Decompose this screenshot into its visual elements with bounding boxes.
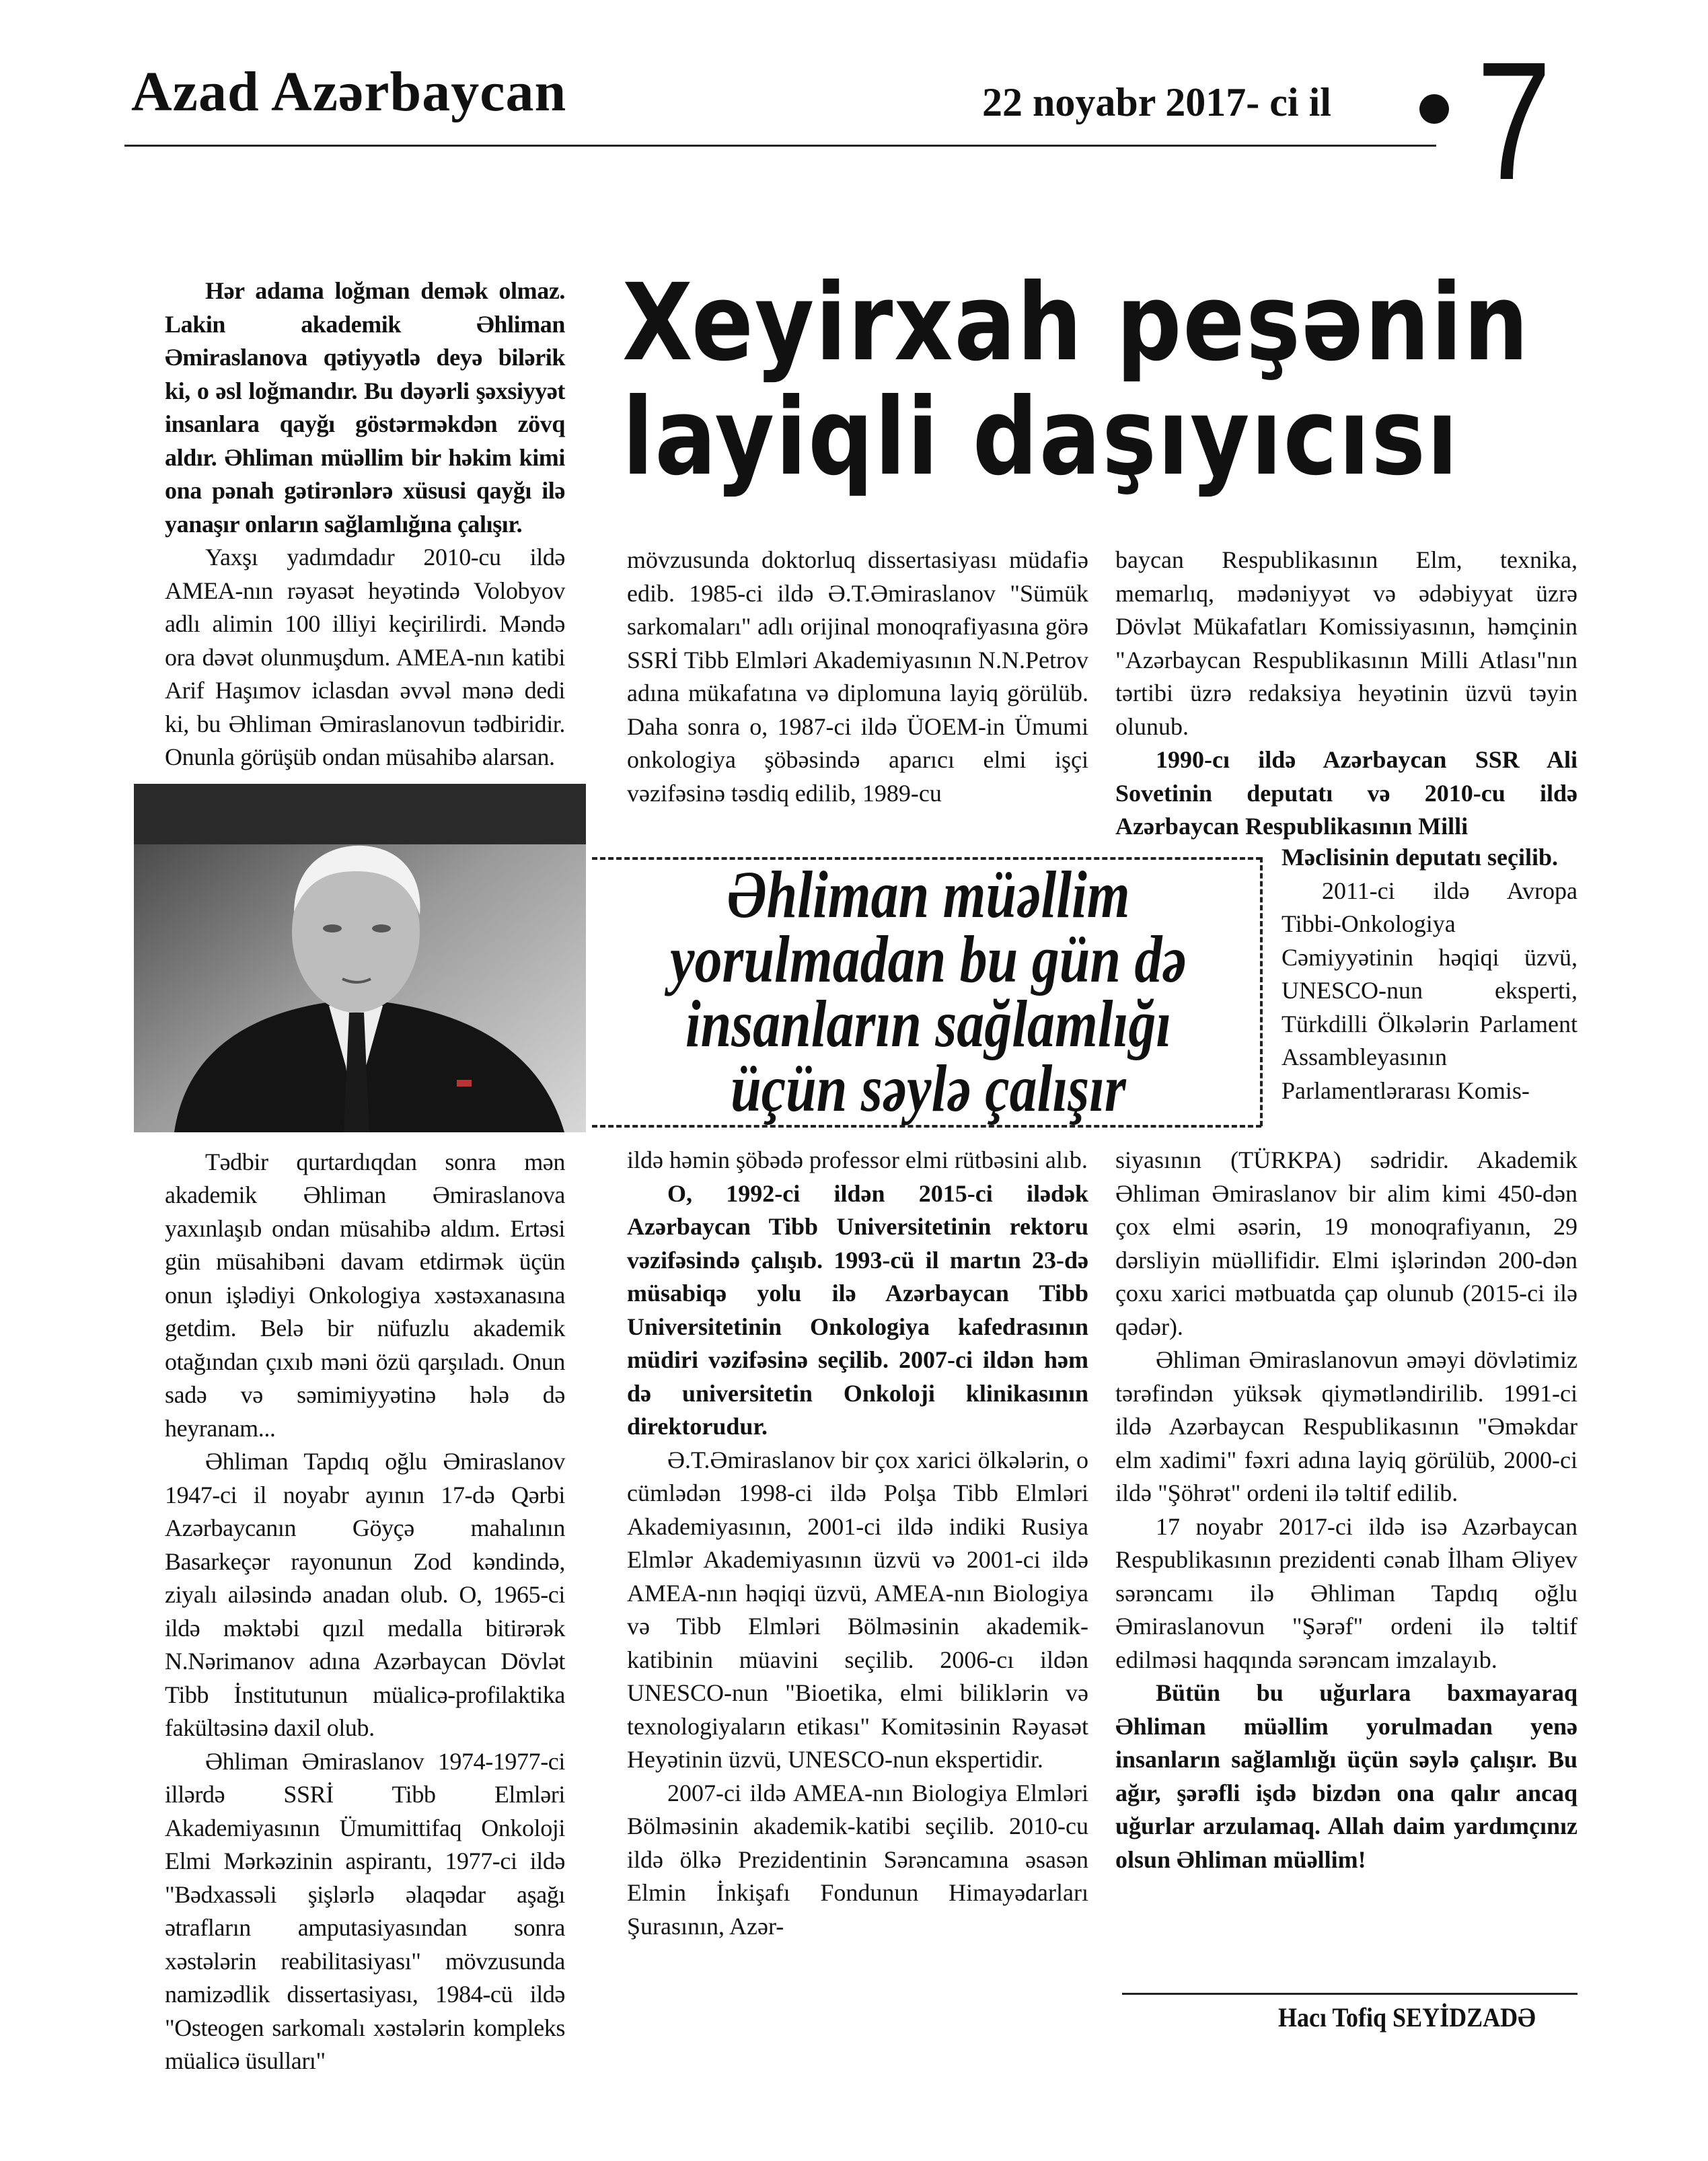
paragraph: Əhliman Əmiraslanovun əməyi dövlətimiz tərəfindən yüksək qiymətləndirilib. 1991-ci ildə Azərbaycan Respublikasının "Əməkdar elm xadimi" fəxri adına layiq görülüb, 2000-ci ildə "Şöhrət" ordeni ilə təltif edilib. [1115,1346,1577,1506]
author-signature: Hacı Tofiq SEYİDZADƏ [1278,2002,1536,2032]
headline-line-1: Xeyirxah peşənin [622,261,1530,385]
pull-quote-line: üçün səylə çalışır [731,1051,1126,1126]
pull-quote-line: Əhliman müəllim [727,857,1130,932]
column-3-top [1115,544,1577,844]
quote-frame-right [1260,857,1263,1126]
bold-paragraph: Məclisinin deputatı seçilib. [1282,844,1559,871]
headline [622,261,1530,499]
paragraph: Əhliman Tapdıq oğlu Əmiraslanov 1947-ci il noyabr ayının 17-də Qərbi Azərbaycanın Göyçə mahalının Basarkeçər rayonunun Zod kəndində, ziyalı ailəsində anadan olub. O, 1965-ci ildə məktəbi qızıl medalla bitirərək N.Nərimanov adına Azərbaycan Dövlət Tibb İnstitutunun müalicə-profilaktika fakültəsinə daxil olub. [165,1448,565,1741]
header-rule [124,145,1436,147]
paragraph: 17 noyabr 2017-ci ildə isə Azərbaycan Respublikasının prezidenti cənab İlham Əliyev sərəncamı ilə Əhliman Tapdıq oğlu Əmiraslanovun "Şərəf" ordeni ilə təltif edilməsi haqqında sərəncam imzalayıb. [1115,1512,1577,1673]
pull-quote [599,857,1258,1126]
column-1-bottom [165,1146,565,2078]
bold-paragraph: 1990-cı ildə Azərbaycan SSR Ali Sovetinin deputatı və 2010-cu ildə Azərbaycan Respublikasının Milli [1115,746,1577,840]
paragraph: Əhliman Əmiraslanov 1974-1977-ci illərdə SSRİ Tibb Elmləri Akademiyasının Ümumittifaq Onkoloji Elmi Mərkəzinin aspirantı, 1977-ci ildə "Bədxassəli şişlərlə əlaqədar aşağı ətrafların amputasiyasından sonra xəstələrin reabilitasiyası" mövzusunda namizədlik dissertasiyası, 1984-cü ildə "Osteogen sarkomalı xəstələrin kompleks müalicə üsulları" [165,1747,565,2074]
paragraph: baycan Respublikasının Elm, texnika, memarlıq, mədəniyyət və ədəbiyyat üzrə Dövlət Mükafatları Komissiyasının, həmçinin "Azərbaycan Respublikasının Milli Atlası"nın tərtibi üzrə redaksiya heyətinin üzvü təyin olunub. [1115,546,1577,740]
paragraph: ildə həmin şöbədə professor elmi rütbəsini alıb. [627,1146,1088,1173]
page-number: 7 [1477,27,1552,215]
column-3-narrow [1282,841,1577,1107]
headline-line-2: layiqli daşıyıcısı [622,375,1460,499]
column-1 [134,274,586,2078]
paragraph: Yaxşı yadımdadır 2010-cu ildə AMEA-nın rəyasət heyətində Volobyov adlı alimin 100 illiyi keçirilirdi. Məndə ora dəvət olunmuşdum. AMEA-nın katibi Arif Haşımov iclasdan əvvəl mənə dedi ki, bu Əhliman Əmiraslanovun tədbiridir. Onunla görüşüb ondan müsahibə alarsan. [165,544,565,770]
bold-paragraph: O, 1992-ci ildən 2015-ci ilədək Azərbaycan Tibb Universitetinin rektoru vəzifəsində çalışıb. 1993-cü il martın 23-də müsabiqə yolu ilə Azərbaycan Tibb Universitetinin Onkologiya kafedrasının müdiri vəzifəsinə seçilib. 2007-ci ildən həm də universitetin Onkoloji klinikasının direktorudur. [627,1179,1088,1440]
column-2-top [627,544,1088,810]
lead-paragraph: Hər adama loğman demək olmaz. Lakin akademik Əhliman Əmiraslanova qətiyyətlə deyə bilərik ki, o əsl loğmandır. Bu dəyərli şəxsiyyət insanlara qayğı göstərməkdən zövq aldır. Əhliman müəllim bir həkim kimi ona pənah gətirənlərə xüsusi qayğı ilə yanaşır onların sağlamlığına çalışır. [165,277,565,538]
paragraph: 2011-ci ildə Avropa Tibbi-Onkologiya Cəmiyyətinin həqiqi üzvü, UNESCO-nun eksperti, Türkdilli Ölkələrin Parlament Assambleyasının Parlamentlərarası Komis- [1282,877,1577,1104]
issue-date: 22 noyabr 2017- ci il [982,80,1331,124]
pull-quote-line: insanların sağlamlığı [685,986,1172,1061]
paragraph: Ə.T.Əmiraslanov bir çox xarici ölkələrin, o cümlədən 1998-ci ildə Polşa Tibb Elmləri Akademiyasının, 2001-ci ildə indiki Rusiya Elmlər Akademiyasının üzvü və 2001-ci ildə AMEA-nın həqiqi üzvü, AMEA-nın Biologiya və Tibb Elmləri Bölməsinin akademik-katibinin müavini seçilib. 2006-cı ildən UNESCO-nun "Bioetika, elmi biliklərin və texnologiyaların etikası" Komitəsinin Rəyasət Heyətinin üzvü, UNESCO-nun ekspertidir. [627,1446,1088,1773]
bullet-icon [1419,94,1449,124]
paragraph: Tədbir qurtardıqdan sonra mən akademik Əhliman Əmiraslanova yaxınlaşıb ondan müsahibə aldım. Ertəsi gün müsahibəni davam etdirmək üçün onun işlədiyi Onkologiya xəstəxanasına getdim. Belə bir nüfuzlu akademik otağından çıxıb məni özü qarşıladı. Onun sadə və səmimiyyətinə hələ də heyranam... [165,1148,565,1442]
paragraph: 2007-ci ildə AMEA-nın Biologiya Elmləri Bölməsinin akademik-katibi seçilib. 2010-cu ildə ölkə Prezidentinin Sərəncamına əsasən Elmin İnkişafı Fondunun Himayədarları Şurasının, Azər- [627,1779,1088,1940]
pull-quote-line: yorulmadan bu gün də [670,922,1187,996]
paragraph: mövzusunda doktorluq dissertasiyası müdafiə edib. 1985-ci ildə Ə.T.Əmiraslanov "Sümük sarkomaları" adlı orijinal monoqrafiyasına görə SSRİ Tibb Elmləri Akademiyasının N.N.Petrov adına mükafatına və diplomuna layiq görülüb. Daha sonra o, 1987-ci ildə ÜOEM-in Ümumi onkologiya şöbəsində aparıcı elmi işçi vəzifəsinə təsdiq edilib, 1989-cu [627,546,1088,807]
column-2-bottom [627,1144,1088,1943]
paragraph: siyasının (TÜRKPA) sədridir. Akademik Əhliman Əmiraslanov bir alim kimi 450-dən çox elmi əsərin, 19 monoqrafiyanın, 29 dərsliyin müəllifidir. Elmi işlərindən 200-dən çoxu xarici mətbuatda çap olunub (2015-ci ilə qədər). [1115,1146,1577,1340]
portrait-photo [134,784,586,1132]
newspaper-title: Azad Azərbaycan [131,61,567,123]
bold-paragraph: Bütün bu uğurlara baxmayaraq Əhliman müəllim yorulmadan yenə insanların sağlamlığı üçün səylə çalışır. Bu ağır, şərəfli işdə bizdən ona qalır ancaq uğurlar arzulamaq. Allah daim yardımçınız olsun Əhliman müəllim! [1115,1679,1577,1873]
signature-rule [1122,1993,1577,1995]
column-1-top [165,274,565,774]
column-3-bottom [1115,1144,1577,1876]
